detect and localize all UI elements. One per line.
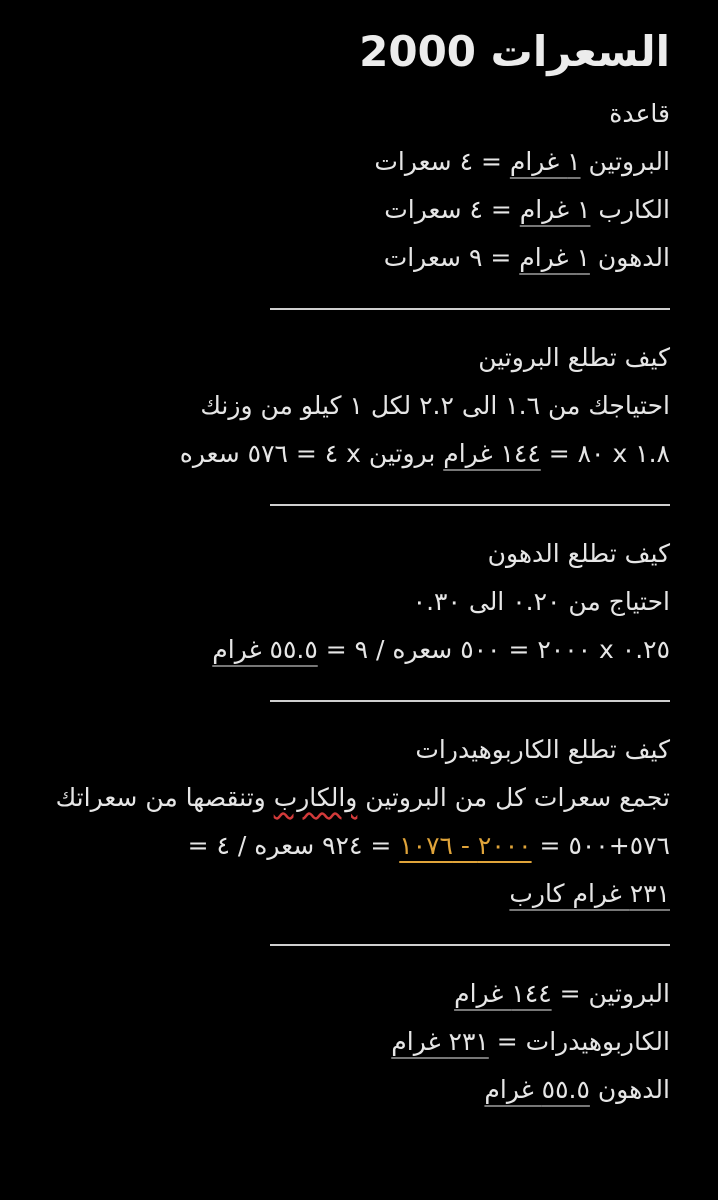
summary-fat bbox=[48, 1066, 670, 1114]
fat-calc-a: ٠.٢٥ x ٢٠٠٠ = ٥٠٠ سعره / ٩ = bbox=[317, 635, 670, 664]
unit-link[interactable]: ٥٥.٥ غرام bbox=[484, 1075, 590, 1104]
carb-desc bbox=[48, 774, 670, 822]
carb-calc-c: = ٩٢٤ سعره / ٤ = bbox=[187, 831, 400, 860]
unit-link[interactable]: ١ غرام bbox=[509, 147, 581, 176]
divider bbox=[270, 944, 670, 946]
carb-desc-c: وتنقصها من سعراتك bbox=[55, 783, 274, 812]
unit-link[interactable]: ١ غرام bbox=[519, 243, 590, 272]
rule-protein bbox=[48, 138, 670, 186]
rule-heading: قاعدة bbox=[609, 99, 670, 128]
summary-fat-label: الدهون bbox=[589, 1075, 670, 1104]
rule-fat-value: = ٩ سعرات bbox=[383, 243, 520, 272]
protein-calc-c: بروتين x ٤ = ٥٧٦ سعره bbox=[179, 439, 444, 468]
carb-calc-a: ٥٧٦+٥٠٠ = bbox=[531, 831, 670, 860]
unit-link[interactable]: ٥٥.٥ غرام bbox=[212, 635, 318, 664]
rule-fat bbox=[48, 234, 670, 282]
calc-highlight[interactable]: ٢٠٠٠ - ١٠٧٦ bbox=[399, 831, 532, 860]
unit-link[interactable]: ٢٣١ غرام bbox=[391, 1027, 489, 1056]
divider bbox=[270, 700, 670, 702]
divider bbox=[270, 308, 670, 310]
rule-protein-label: البروتين bbox=[580, 147, 670, 176]
note-title: السعرات 2000 bbox=[359, 27, 670, 76]
rule-protein-value: = ٤ سعرات bbox=[374, 147, 510, 176]
rule-carb-value: = ٤ سعرات bbox=[384, 195, 520, 224]
unit-link[interactable]: ١ غرام bbox=[519, 195, 591, 224]
unit-link[interactable]: ١٤٤ غرام bbox=[443, 439, 541, 468]
protein-heading: كيف تطلع البروتين bbox=[478, 343, 670, 372]
carb-calc bbox=[48, 822, 670, 870]
carb-result bbox=[48, 870, 670, 918]
unit-link[interactable]: ١٤٤ غرام bbox=[454, 979, 552, 1008]
rule-carb-label: الكارب bbox=[590, 195, 670, 224]
fat-heading: كيف تطلع الدهون bbox=[487, 539, 670, 568]
fat-need: احتياج من ٠.٢٠ الى ٠.٣٠ bbox=[412, 587, 670, 616]
carb-heading: كيف تطلع الكاربوهيدرات bbox=[415, 735, 670, 764]
protein-calc bbox=[48, 430, 670, 478]
rule-fat-label: الدهون bbox=[589, 243, 670, 272]
summary-protein-label: البروتين = bbox=[551, 979, 670, 1008]
unit-link[interactable]: ٢٣١ غرام كارب bbox=[509, 879, 670, 908]
summary-carb-label: الكاربوهيدرات = bbox=[488, 1027, 670, 1056]
summary-protein bbox=[48, 970, 670, 1018]
spellcheck-word[interactable]: والكارب bbox=[273, 783, 358, 812]
carb-desc-a: تجمع سعرات كل من البروتين bbox=[357, 783, 670, 812]
divider bbox=[270, 504, 670, 506]
rule-carb bbox=[48, 186, 670, 234]
protein-calc-a: ١.٨ x ٨٠ = bbox=[540, 439, 670, 468]
summary-carb bbox=[48, 1018, 670, 1066]
fat-calc bbox=[48, 626, 670, 674]
protein-need: احتياجك من ١.٦ الى ٢.٢ لكل ١ كيلو من وزنك bbox=[200, 391, 670, 420]
